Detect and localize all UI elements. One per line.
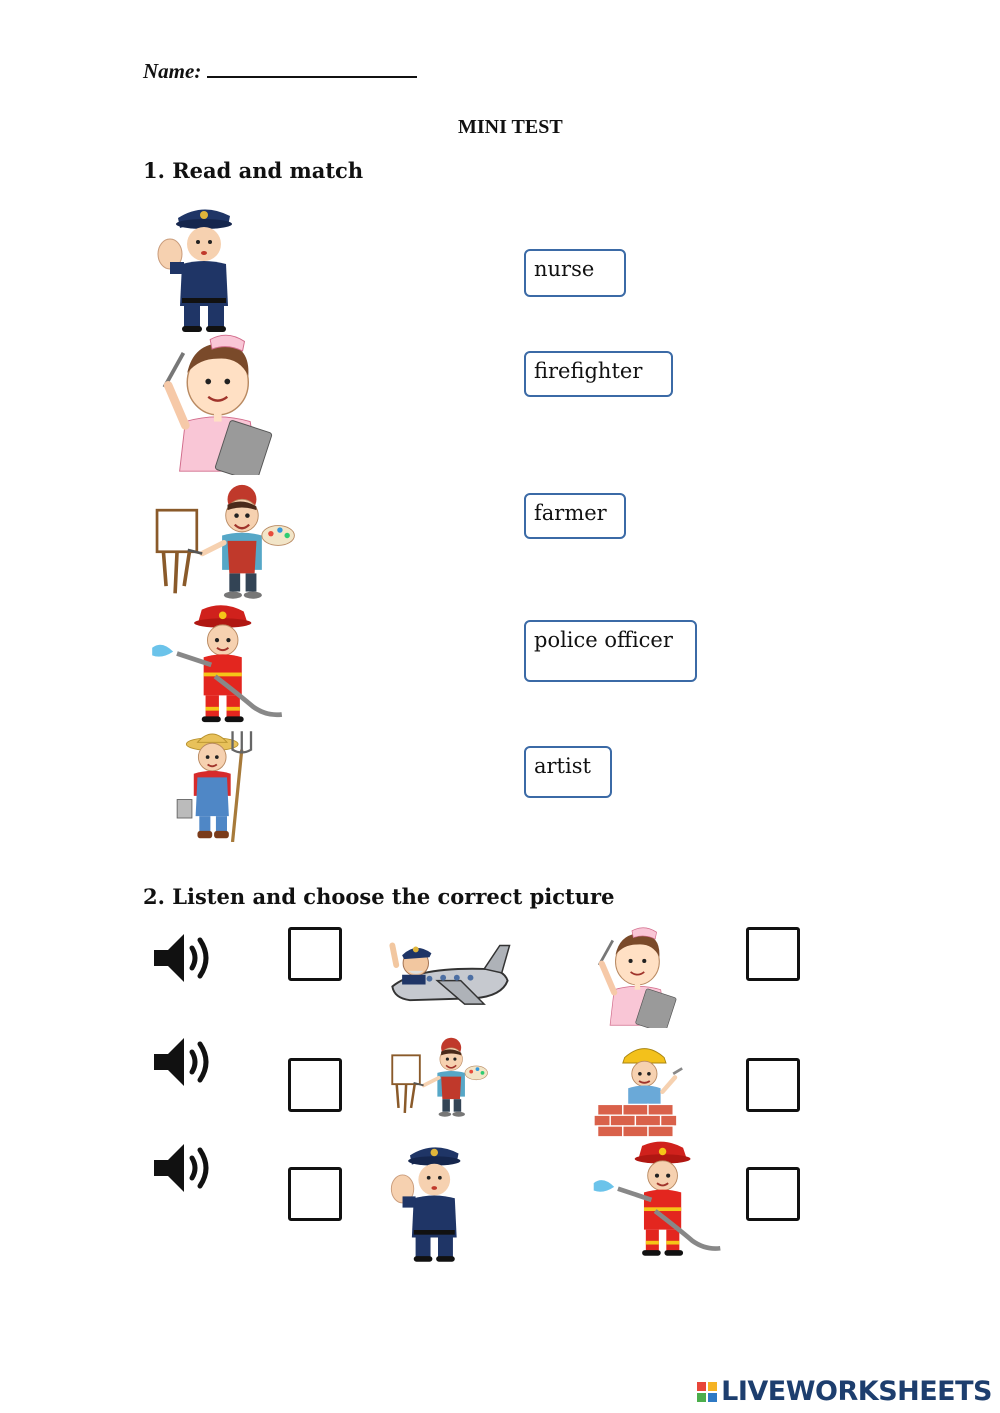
word-box-firefighter[interactable]: firefighter [524,351,673,397]
nurse-picture [588,924,680,1028]
farmer-picture [170,722,260,842]
artist-picture [386,1030,490,1122]
logo-square-yellow [708,1382,717,1391]
checkbox-row2-left[interactable] [288,1058,342,1112]
checkbox-row1-right[interactable] [746,927,800,981]
logo-mark-icon [697,1382,717,1402]
firefighter-picture [148,602,286,724]
word-box-artist[interactable]: artist [524,746,612,798]
logo-square-red [697,1382,706,1391]
police-officer-picture [382,1138,494,1266]
pilot-picture [386,924,512,1008]
section-1-heading: 1. Read and match [143,158,364,183]
checkbox-row2-right[interactable] [746,1058,800,1112]
liveworksheets-logo [697,1376,992,1407]
word-box-farmer[interactable]: farmer [524,493,626,539]
word-box-police-officer[interactable]: police officer [524,620,697,682]
builder-picture [594,1040,684,1140]
name-field[interactable] [143,58,417,84]
firefighter-picture [590,1138,724,1258]
checkbox-row3-left[interactable] [288,1167,342,1221]
logo-square-green [697,1393,706,1402]
nurse-picture [148,330,278,475]
name-blank-line[interactable] [207,58,417,78]
police-officer-picture [148,200,268,336]
name-label: Name: [143,59,202,83]
word-box-nurse[interactable]: nurse [524,249,626,297]
speaker-icon[interactable] [150,928,214,988]
section-2-heading: 2. Listen and choose the correct picture [143,884,615,909]
speaker-icon[interactable] [150,1138,214,1198]
speaker-icon[interactable] [150,1032,214,1092]
logo-text: LIVEWORKSHEETS [721,1376,992,1407]
artist-picture [148,474,298,606]
page-title: MINI TEST [458,116,563,138]
checkbox-row3-right[interactable] [746,1167,800,1221]
logo-square-blue [708,1393,717,1402]
checkbox-row1-left[interactable] [288,927,342,981]
